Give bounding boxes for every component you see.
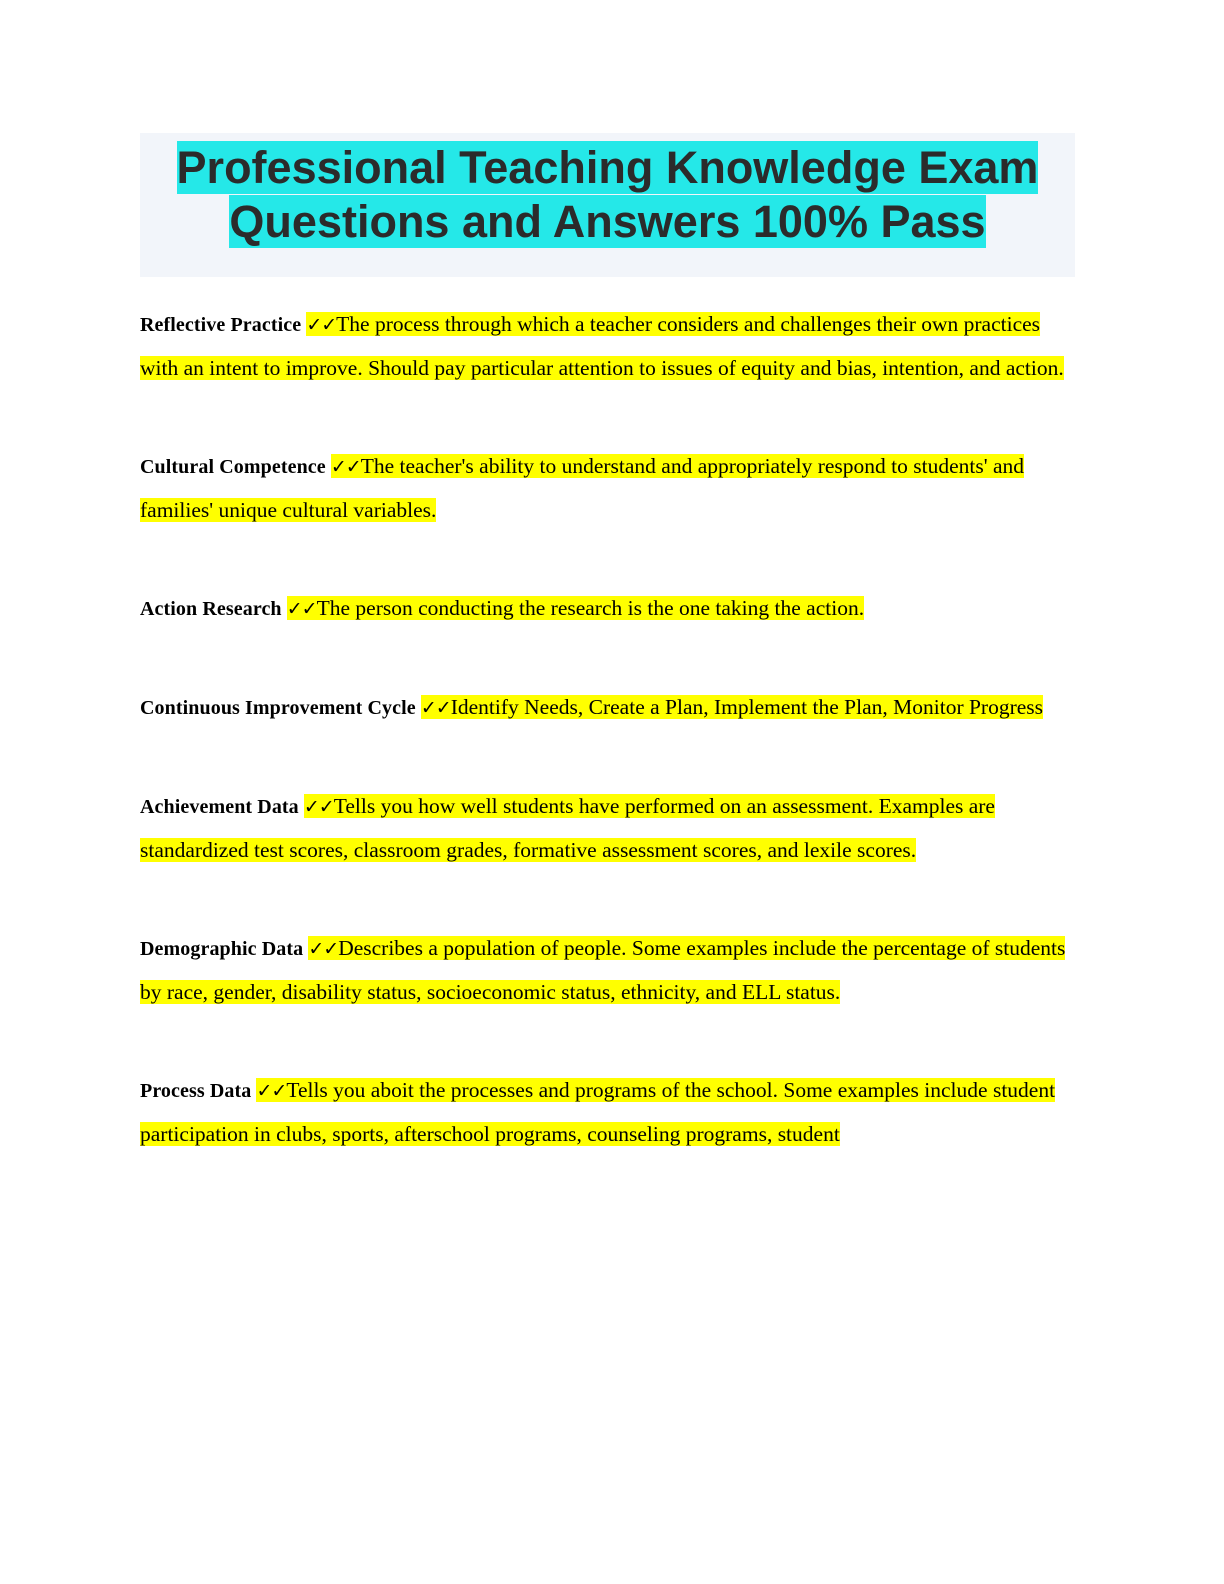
- check-icon: ✓✓: [306, 314, 337, 336]
- definition-text: Tells you how well students have performed on an assessment. Examples are standardized test scores, classroom grades, formative assessment scores, and lexile scores.: [140, 794, 995, 862]
- page-title-line-1: Professional Teaching Knowledge Exam: [176, 142, 1039, 193]
- definition-text: Identify Needs, Create a Plan, Implement the Plan, Monitor Progress: [450, 695, 1044, 719]
- definition-term: Reflective Practice: [140, 314, 307, 336]
- definition-term: Continuous Improvement Cycle: [140, 697, 421, 719]
- definition-term: Action Research: [140, 598, 287, 620]
- definition-entry: [140, 785, 1075, 872]
- definition-term: Demographic Data: [140, 938, 309, 960]
- definitions-list: [140, 303, 1075, 1211]
- page-title-line-2: Questions and Answers 100% Pass: [229, 196, 986, 247]
- definition-term: Achievement Data: [140, 796, 304, 818]
- definition-term: Cultural Competence: [140, 456, 331, 478]
- definition-entry: [140, 686, 1075, 730]
- definition-text: Describes a population of people. Some examples include the percentage of students by race, gender, disability status, socioeconomic status, ethnicity, and ELL status.: [140, 936, 1066, 1004]
- definition-entry: [140, 1069, 1075, 1156]
- definition-entry: [140, 927, 1075, 1014]
- definition-entry: [140, 303, 1075, 390]
- definition-text: The teacher's ability to understand and appropriately respond to students' and families' unique cultural variables.: [140, 454, 1025, 522]
- check-icon: ✓✓: [308, 938, 339, 960]
- document-title-block: [140, 133, 1075, 277]
- definition-entry: [140, 445, 1075, 532]
- check-icon: ✓✓: [256, 1080, 287, 1102]
- check-icon: ✓✓: [303, 796, 334, 818]
- check-icon: ✓✓: [286, 598, 317, 620]
- page-title: [140, 141, 1075, 249]
- definition-term: Process Data: [140, 1080, 257, 1102]
- check-icon: ✓✓: [330, 456, 361, 478]
- definition-entry: [140, 587, 1075, 631]
- definition-text: The person conducting the research is the one taking the action.: [316, 596, 865, 620]
- definition-text: The process through which a teacher considers and challenges their own practices with an intent to improve. Should pay particular attention to issues of equity and bias, intention, and action.: [140, 312, 1064, 380]
- definition-text: Tells you aboit the processes and programs of the school. Some examples include student participation in clubs, sports, afterschool programs, counseling programs, student: [140, 1078, 1056, 1146]
- check-icon: ✓✓: [420, 697, 451, 719]
